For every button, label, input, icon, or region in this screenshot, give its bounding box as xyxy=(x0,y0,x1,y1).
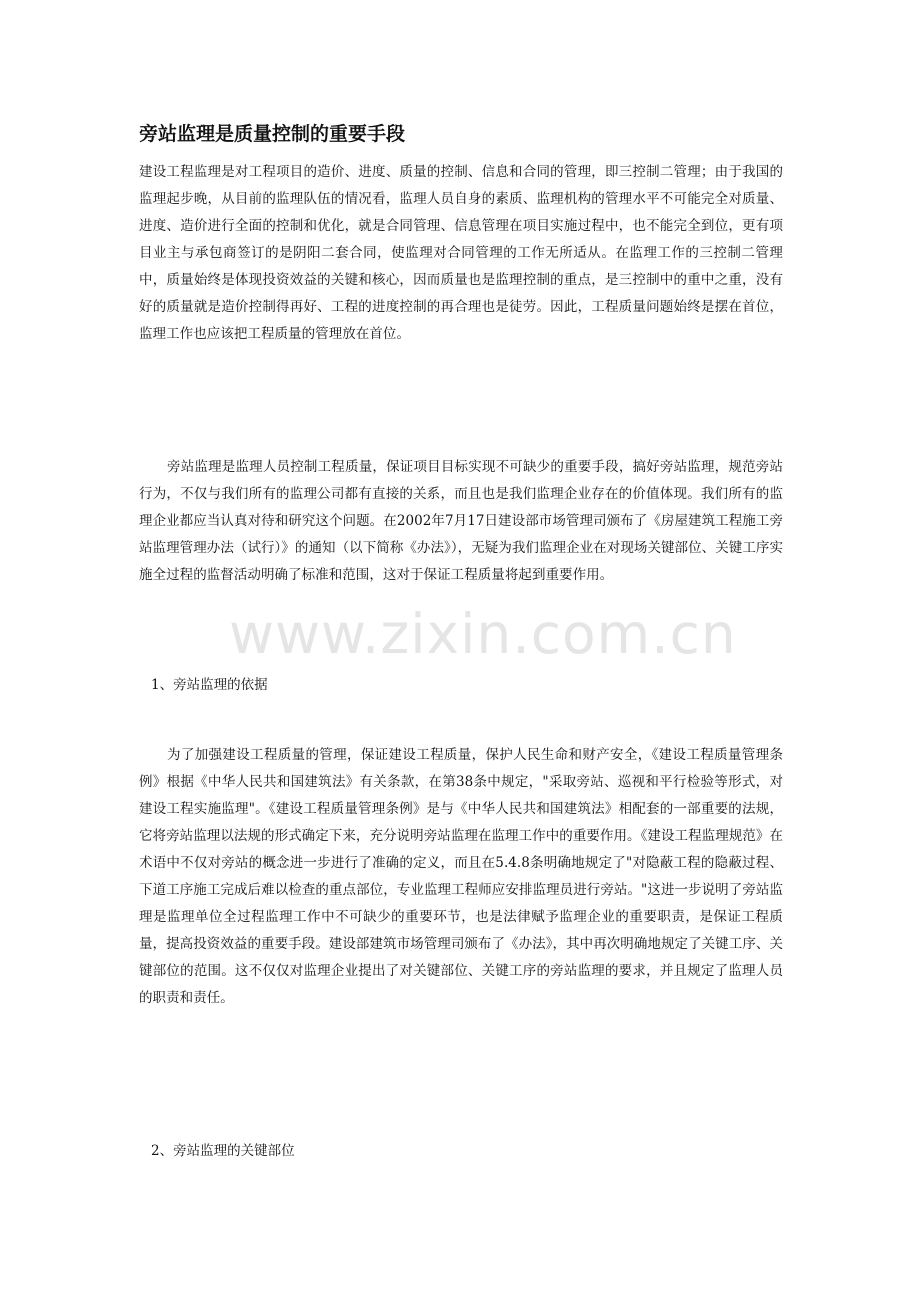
intro-paragraph: 建设工程监理是对工程项目的造价、进度、质量的控制、信息和合同的管理，即三控制二管理；由于我国的监理起步晚，从目前的监理队伍的情况看，监理人员自身的素质、监理机构的管理水平不可能完全对质量、进度、造价进行全面的控制和优化，就是合同管理、信息管理在项目实施过程中，也不能完全到位，更有项目业主与承包商签订的是阴阳二套合同，使监理对合同管理的工作无所适从。在监理工作的三控制二管理中，质量始终是体现投资效益的关键和核心，因而质量也是监理控制的重点，是三控制中的重中之重，没有好的质量就是造价控制得再好、工程的进度控制的再合理也是徒劳。因此，工程质量问题始终是摆在首位，监理工作也应该把工程质量的管理放在首位。 xyxy=(139,164,783,342)
side-supervision-paragraph: 旁站监理是监理人员控制工程质量，保证项目目标实现不可缺少的重要手段，搞好旁站监理，规范旁站行为，不仅与我们所有的监理公司都有直接的关系，而且也是我们监理企业存在的价值体现。我们所有的监理企业都应当认真对待和研究这个问题。在2002年7月17日建设部市场管理司颁布了《房屋建筑工程施工旁站监理管理办法（试行）》的通知（以下简称《办法》），无疑为我们监理企业在对现场关键部位、关键工序实施全过程的监督活动明确了标准和范围，这对于保证工程质量将起到重要作用。 xyxy=(139,459,783,583)
basis-paragraph: 为了加强建设工程质量的管理，保证建设工程质量，保护人民生命和财产安全，《建设工程质量管理条例》根据《中华人民共和国建筑法》有关条款，在第38条中规定，"采取旁站、巡视和平行检验等形式，对建设工程实施监理"。《建设工程质量管理条例》是与《中华人民共和国建筑法》相配套的一部重要的法规，它将旁站监理以法规的形式确定下来，充分说明旁站监理在监理工作中的重要作用。《建设工程监理规范》在术语中不仅对旁站的概念进一步进行了准确的定义，而且在5.4.8条明确地规定了"对隐蔽工程的隐蔽过程、下道工序施工完成后难以检查的重点部位，专业监理工程师应安排监理员进行旁站。"这进一步说明了旁站监理是监理单位全过程监理工作中不可缺少的重要环节，也是法律赋予监理企业的重要职责，是保证工程质量，提高投资效益的重要手段。建设部建筑市场管理司颁布了《办法》，其中再次明确地规定了关键工序、关键部位的范围。这不仅仅对监理企业提出了对关键部位、关键工序的旁站监理的要求，并且规定了监理人员的职责和责任。 xyxy=(139,747,783,1006)
document-title: 旁站监理是质量控制的重要手段 xyxy=(139,123,406,145)
section-2-heading: 2、旁站监理的关键部位 xyxy=(151,1143,295,1159)
watermark: www.zixin.com.cn xyxy=(229,602,737,666)
section-1-heading: 1、旁站监理的依据 xyxy=(151,677,268,693)
